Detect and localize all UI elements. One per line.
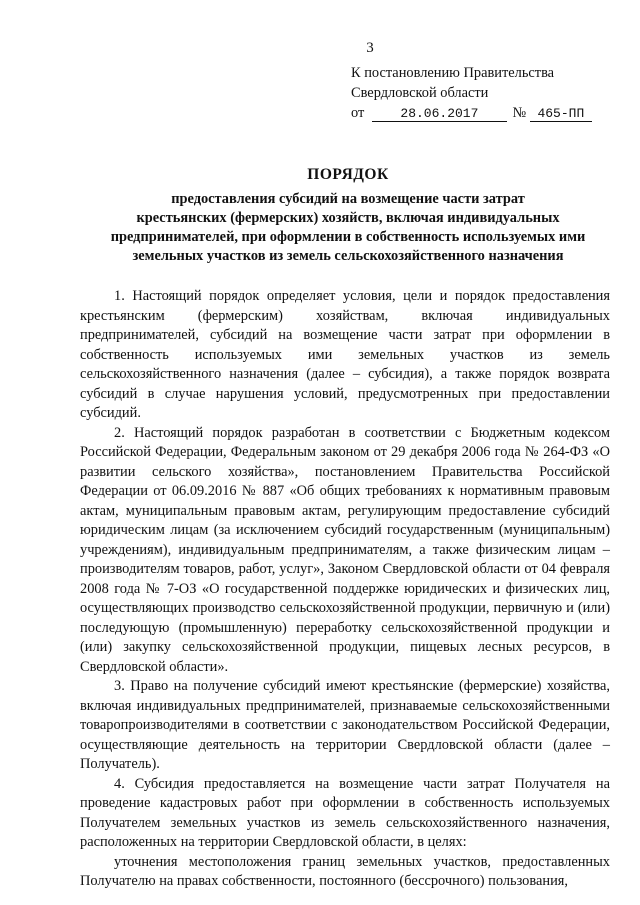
subtitle-line: крестьянских (фермерских) хозяйств, включая индивидуальных (136, 210, 560, 226)
paragraph-2: 2. Настоящий порядок разработан в соответствии с Бюджетным кодексом Российской Федерации, Федеральным законом от 29 декабря 2006 года № 264-ФЗ «О развитии сельского хозяйства», постановлением Правительства Российской Федерации от 06.09.2016 № 887 «Об общих требованиях к нормативным правовым актам, муниципальным правовым актам, регулирующим предоставление субсидий юридическим лицам (за исключением субсидий государственным (муниципальным) учреждениям), индивидуальным предпринимателям, а также физическим лицам – производителям товаров, работ, услуг», Законом Свердловской области от 04 февраля 2008 года № 7-ОЗ «О государственной поддержке юридических и физических лиц, осуществляющих производство сельскохозяйственной продукции, первичную и (или) последующую (промышленную) переработку сельскохозяйственной продукции и (или) закупку сельскохозяйственной продукции, пищевых лесных ресурсов, в Свердловской области». (80, 424, 610, 675)
document-subtitle (86, 190, 610, 266)
paragraph-3: 3. Право на получение субсидий имеют крестьянские (фермерские) хозяйства, включая индивидуальных предпринимателей, признаваемые сельскохозяйственными товаропроизводителями в соответствии с законодательством Российской Федерации, осуществляющие деятельность на территории Свердловской области (далее – Получатель). (80, 678, 610, 772)
page-number: 3 (366, 40, 374, 56)
paragraph-5: уточнения местоположения границ земельных участков, предоставленных Получателю на правах собственности, постоянного (бессрочного) пользования, (80, 853, 610, 889)
number-prefix: № (512, 105, 527, 121)
date-prefix: от (351, 105, 365, 121)
document-title: ПОРЯДОК (307, 166, 389, 183)
resolution-number: 465-ПП (530, 106, 592, 122)
header-line-2: Свердловской области (351, 85, 489, 101)
subtitle-line: земельных участков из земель сельскохозяйственного назначения (132, 248, 564, 264)
header-line-1: К постановлению Правительства (351, 65, 555, 81)
paragraph-4: 4. Субсидия предоставляется на возмещение части затрат Получателя на проведение кадастровых работ при оформлении в собственность используемых Получателем земельных участков из земель сельскохозяйственного назначения, расположенных на территории Свердловской области, в целях: (80, 775, 610, 850)
subtitle-line: предпринимателей, при оформлении в собственность используемых ими (110, 229, 586, 245)
approval-header (351, 63, 621, 123)
subtitle-line: предоставления субсидий на возмещение части затрат (171, 191, 525, 207)
header-date-line (351, 103, 621, 123)
document-title-block (86, 166, 610, 266)
document-body (80, 287, 610, 892)
paragraph-1: 1. Настоящий порядок определяет условия, цели и порядок предоставления крестьянским (фермерским) хозяйствам, включая индивидуальных предпринимателей, субсидий на возмещение части затрат при оформлении в собственность используемых ими земельных участков из земель сельскохозяйственного назначения (далее – субсидия), а также порядок возврата субсидий в случае нарушения условий, предусмотренных при предоставлении субсидий. (80, 288, 610, 421)
resolution-date: 28.06.2017 (372, 106, 507, 122)
